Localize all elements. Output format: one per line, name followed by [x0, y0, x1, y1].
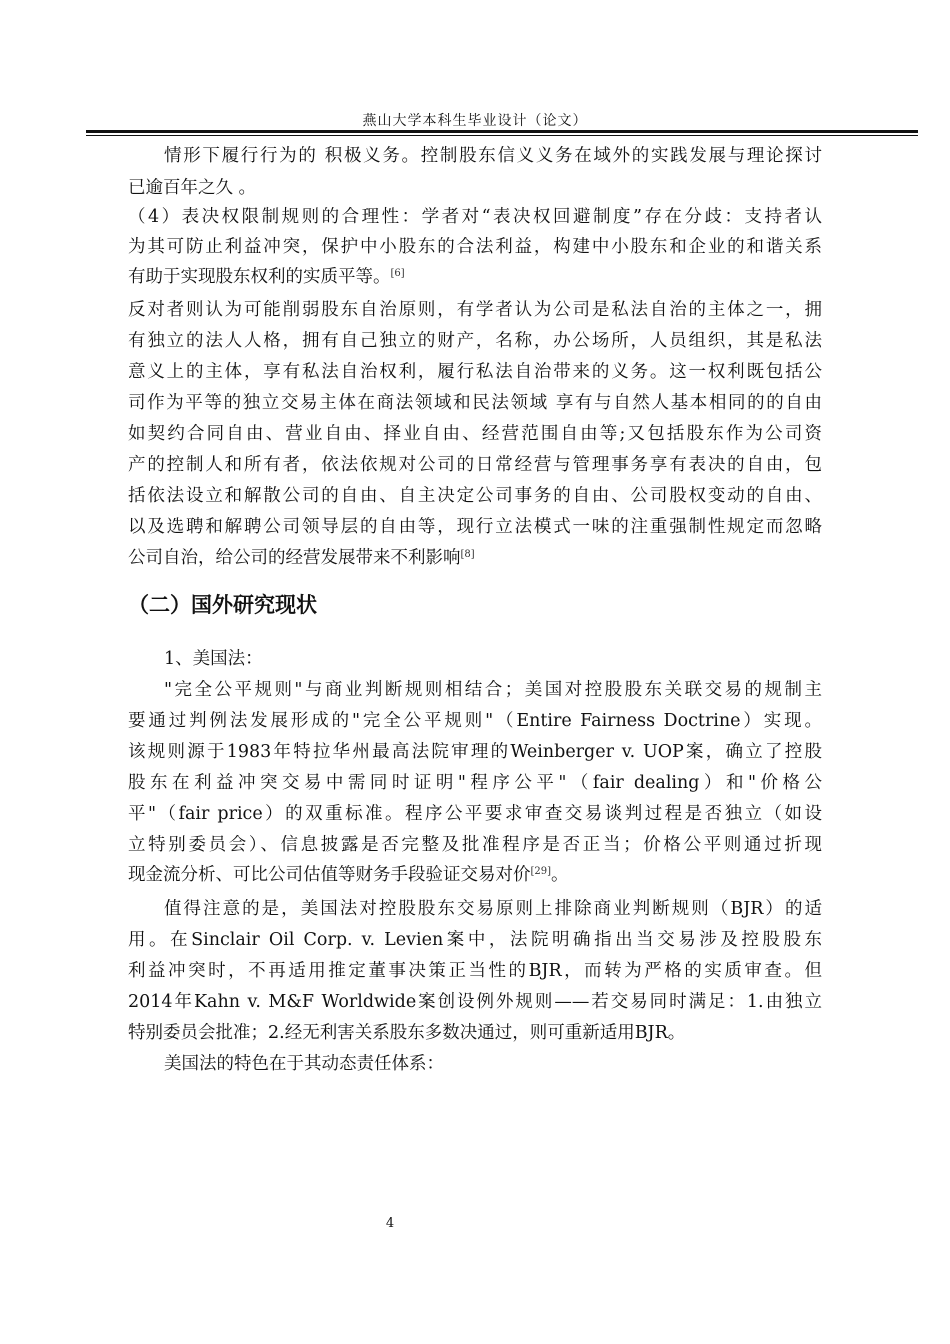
paragraph-line: 值得注意的是，美国法对控股股东交易原则上排除商业判断规则（BJR）的适 [164, 899, 822, 919]
line-text-tail: 。 [551, 865, 569, 885]
paragraph-line: 用。在Sinclair Oil Corp. v. Levien案中，法院明确指出当交易涉及控股股东 [128, 930, 822, 950]
paragraph-line: 产的控制人和所有者，依法依规对公司的日常经营与管理事务享有表决的自由，包 [128, 455, 822, 475]
line-text: 有助于实现股东权利的实质平等。 [128, 267, 391, 287]
line-text: 公司自治，给公司的经营发展带来不利影响 [128, 548, 461, 568]
paragraph-line: 1、美国法： [164, 649, 263, 669]
header-rule-thick [86, 130, 918, 133]
paragraph-line: 如契约合同自由、营业自由、择业自由、经营范围自由等;又包括股东作为公司资 [128, 424, 822, 444]
citation-ref: [6] [390, 268, 405, 279]
paragraph-line: 有独立的法人人格，拥有自己独立的财产，名称，办公场所，人员组织，其是私法 [128, 331, 822, 351]
paragraph-line [128, 542, 822, 574]
citation-ref: [29] [530, 866, 552, 877]
paragraph-line: 意义上的主体，享有私法自治权利，履行私法自治带来的义务。这一权利既包括公 [128, 362, 822, 382]
paragraph-line: 美国法的特色在于其动态责任体系： [164, 1054, 444, 1074]
paragraph-line: 立特别委员会）、信息披露是否完整及批准程序是否正当；价格公平则通过折现 [128, 835, 822, 855]
paragraph-line: 情形下履行行为的 积极义务。控制股东信义义务在域外的实践发展与理论探讨 [164, 146, 822, 166]
paragraph-line: 股东在利益冲突交易中需同时证明"程序公平"（fair dealing）和"价格公 [128, 773, 822, 793]
paragraph-line: 该规则源于1983年特拉华州最高法院审理的Weinberger v. UOP案，确立了控股 [128, 742, 822, 762]
paragraph-line: 括依法设立和解散公司的自由、自主决定公司事务的自由、公司股权变动的自由、 [128, 486, 822, 506]
paragraph-line: 司作为平等的独立交易主体在商法领域和民法领域 享有与自然人基本相同的的自由 [128, 393, 822, 413]
paragraph-line: 为其可防止利益冲突，保护中小股东的合法利益，构建中小股东和企业的和谐关系 [128, 237, 822, 257]
paragraph-line: "完全公平规则"与商业判断规则相结合；美国对控股股东关联交易的规制主 [164, 680, 822, 700]
page-number: 4 [385, 1216, 395, 1231]
paragraph-line: （4）表决权限制规则的合理性：学者对“表决权回避制度”存在分歧：支持者认 [128, 207, 822, 227]
paragraph-line: 以及选聘和解聘公司领导层的自由等，现行立法模式一味的注重强制性规定而忽略 [128, 517, 822, 537]
paragraph-line: 反对者则认为可能削弱股东自治原则，有学者认为公司是私法自治的主体之一，拥 [128, 300, 822, 320]
paragraph-line: 已逾百年之久 。 [128, 178, 257, 198]
paragraph-line [128, 261, 822, 293]
line-text: 现金流分析、可比公司估值等财务手段验证交易对价 [128, 865, 531, 885]
running-header: 燕山大学本科生毕业设计（论文） [362, 113, 588, 129]
paragraph-line: 平"（fair price）的双重标准。程序公平要求审查交易谈判过程是否独立（如设 [128, 804, 822, 824]
paragraph-line: 要通过判例法发展形成的"完全公平规则"（Entire Fairness Doctrine）实现。 [128, 711, 822, 731]
citation-ref: [8] [460, 549, 475, 560]
paragraph-line [128, 859, 822, 891]
paragraph-line: 2014年Kahn v. M&F Worldwide案创设例外规则——若交易同时满足：1.由独立 [128, 992, 822, 1012]
paragraph-line: 特别委员会批准；2.经无利害关系股东多数决通过，则可重新适用BJR。 [128, 1023, 686, 1043]
section-heading: （二）国外研究现状 [128, 592, 317, 617]
header-rule-thin [86, 135, 918, 136]
paragraph-line: 利益冲突时，不再适用推定董事决策正当性的BJR，而转为严格的实质审查。但 [128, 961, 822, 981]
